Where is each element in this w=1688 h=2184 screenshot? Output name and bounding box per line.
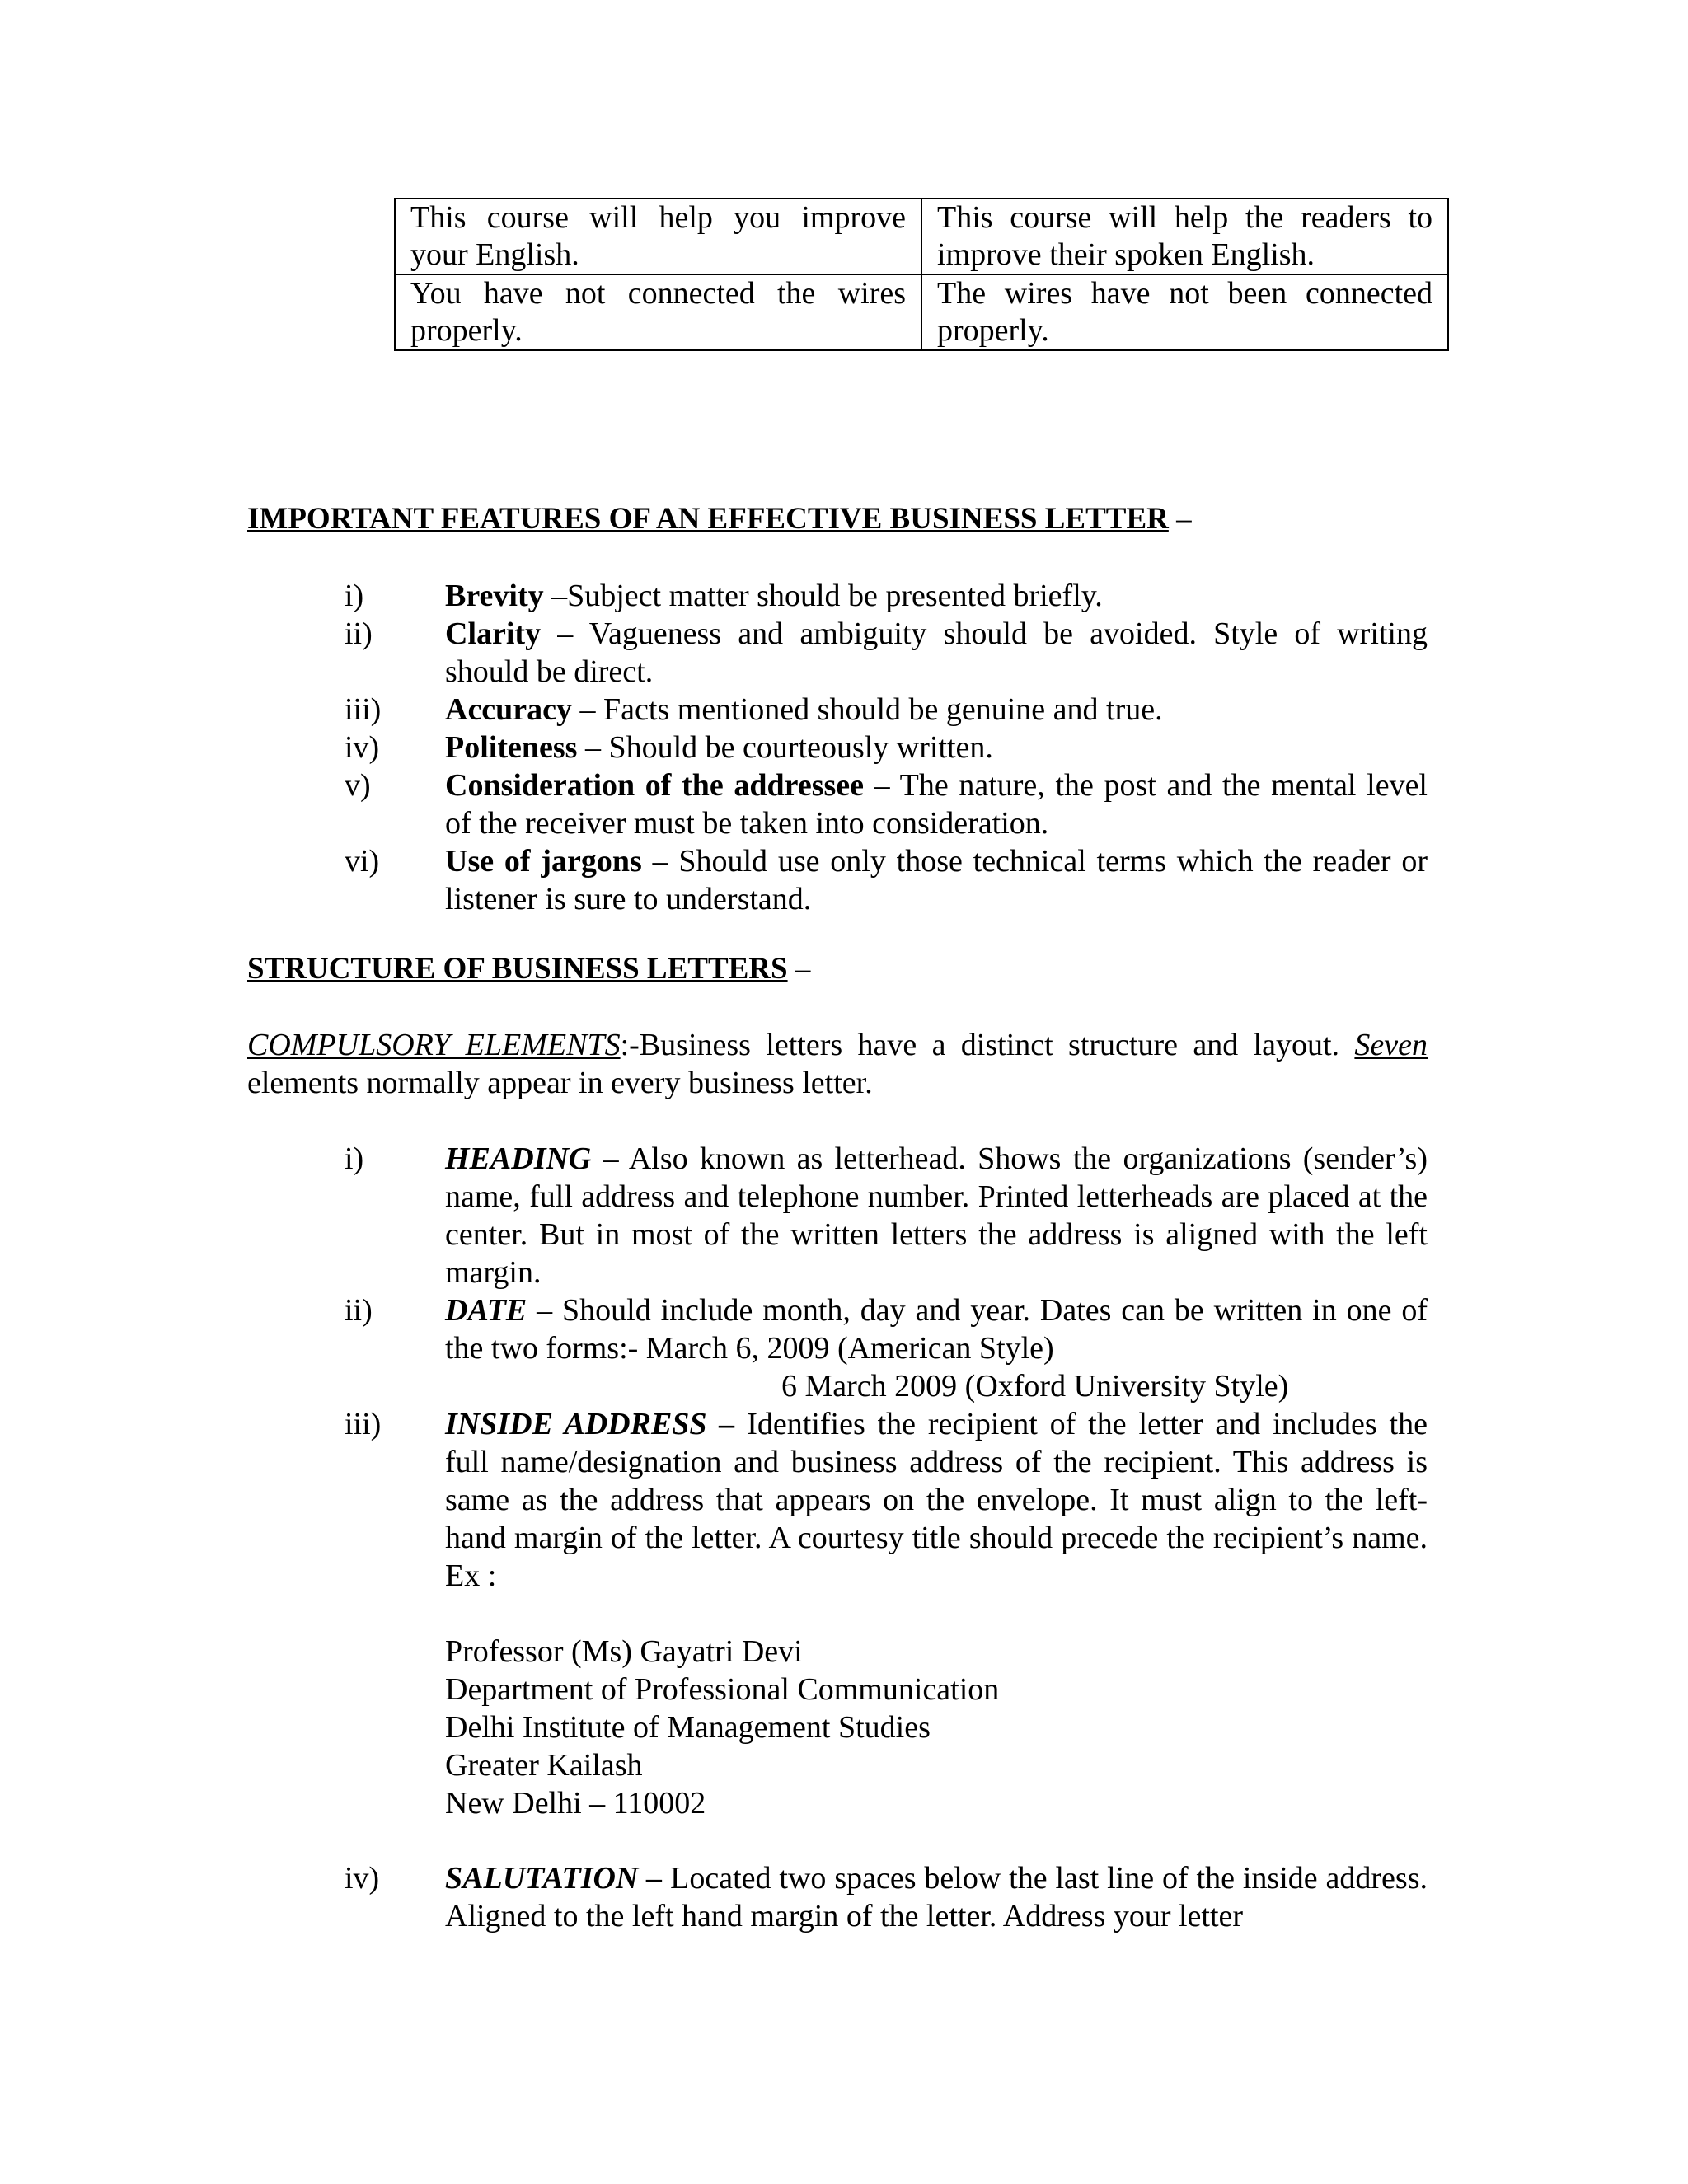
list-number: i) [345, 1141, 364, 1176]
address-line: Delhi Institute of Management Studies [445, 1710, 931, 1745]
feature-text: – The nature, the post and the mental level of the receiver must be taken into consideration. [445, 768, 1428, 841]
feature-text: –Subject matter should be presented briefly. [543, 579, 1103, 613]
feature-term: Brevity [445, 579, 544, 613]
structure-heading-text: STRUCTURE OF BUSINESS LETTERS [247, 952, 788, 986]
feature-term: Accuracy [445, 692, 573, 727]
element-term: DATE [445, 1293, 528, 1328]
feature-text: – Should be courteously written. [577, 730, 993, 765]
feature-term: Clarity [445, 616, 542, 651]
feature-text: – Should use only those technical terms which the reader or listener is sure to understand. [445, 844, 1428, 916]
feature-term: Use of jargons [445, 844, 642, 879]
intro-text: :-Business letters have a distinct structure and layout. [620, 1028, 1355, 1062]
table-row [395, 199, 1448, 274]
heading-dash: – [787, 952, 811, 986]
element-text: – Should include month, day and year. Dates can be written in one of the two forms:- March 6, 2009 (American Style) [445, 1293, 1428, 1366]
address-line: Department of Professional Communication [445, 1672, 1000, 1707]
element-term: INSIDE ADDRESS – [445, 1407, 735, 1441]
structure-heading [247, 950, 810, 988]
list-number: iii) [345, 692, 382, 727]
oxford-date-example: 6 March 2009 (Oxford University Style) [781, 1369, 1289, 1404]
element-term: SALUTATION – [445, 1861, 663, 1896]
list-number: ii) [345, 616, 373, 651]
features-heading-text: IMPORTANT FEATURES OF AN EFFECTIVE BUSINESS LETTER [247, 502, 1169, 536]
list-number: vi) [345, 844, 380, 879]
table-cell: The wires have not been connected properly. [921, 274, 1448, 350]
address-line: Professor (Ms) Gayatri Devi [445, 1634, 803, 1669]
address-line: Greater Kailash [445, 1748, 643, 1783]
compulsory-elements-intro [247, 1026, 1428, 1102]
comparison-table [394, 198, 1449, 351]
list-number: iv) [345, 1861, 380, 1896]
list-number: ii) [345, 1293, 373, 1328]
element-text: Identifies the recipient of the letter and includes the full name/designation and business address of the recipient. This address is same as the address that appears on the envelope. It must align to the left-hand margin of the letter. A courtesy title should precede the recipient’s name. Ex : [445, 1407, 1428, 1593]
intro-text: elements normally appear in every business letter. [247, 1066, 873, 1100]
features-heading [247, 500, 1192, 538]
address-line: New Delhi – 110002 [445, 1786, 706, 1821]
table-cell: This course will help you improve your English. [395, 199, 921, 274]
table-cell: This course will help the readers to improve their spoken English. [921, 199, 1448, 274]
sample-address [445, 1633, 1428, 1822]
feature-term: Consideration of the addressee [445, 768, 865, 803]
list-number: iv) [345, 730, 380, 765]
element-text: – Also known as letterhead. Shows the organizations (sender’s) name, full address and telephone number. Printed letterheads are placed at the center. But in most of the written letters the address is aligned with the left margin. [445, 1141, 1428, 1290]
feature-text: – Vagueness and ambiguity should be avoided. Style of writing should be direct. [445, 616, 1428, 689]
list-number: iii) [345, 1407, 382, 1441]
element-text: Located two spaces below the last line of the inside address. Aligned to the left hand margin of the letter. Address your letter [445, 1861, 1428, 1933]
compulsory-elements-label: COMPULSORY ELEMENTS [247, 1028, 621, 1062]
table-cell: You have not connected the wires properly. [395, 274, 921, 350]
list-number: i) [345, 579, 364, 613]
list-number: v) [345, 768, 371, 803]
table-row [395, 274, 1448, 350]
feature-term: Politeness [445, 730, 578, 765]
element-term: HEADING [445, 1141, 592, 1176]
feature-text: – Facts mentioned should be genuine and true. [572, 692, 1163, 727]
heading-dash: – [1168, 502, 1192, 536]
seven-emphasis: Seven [1354, 1028, 1428, 1062]
